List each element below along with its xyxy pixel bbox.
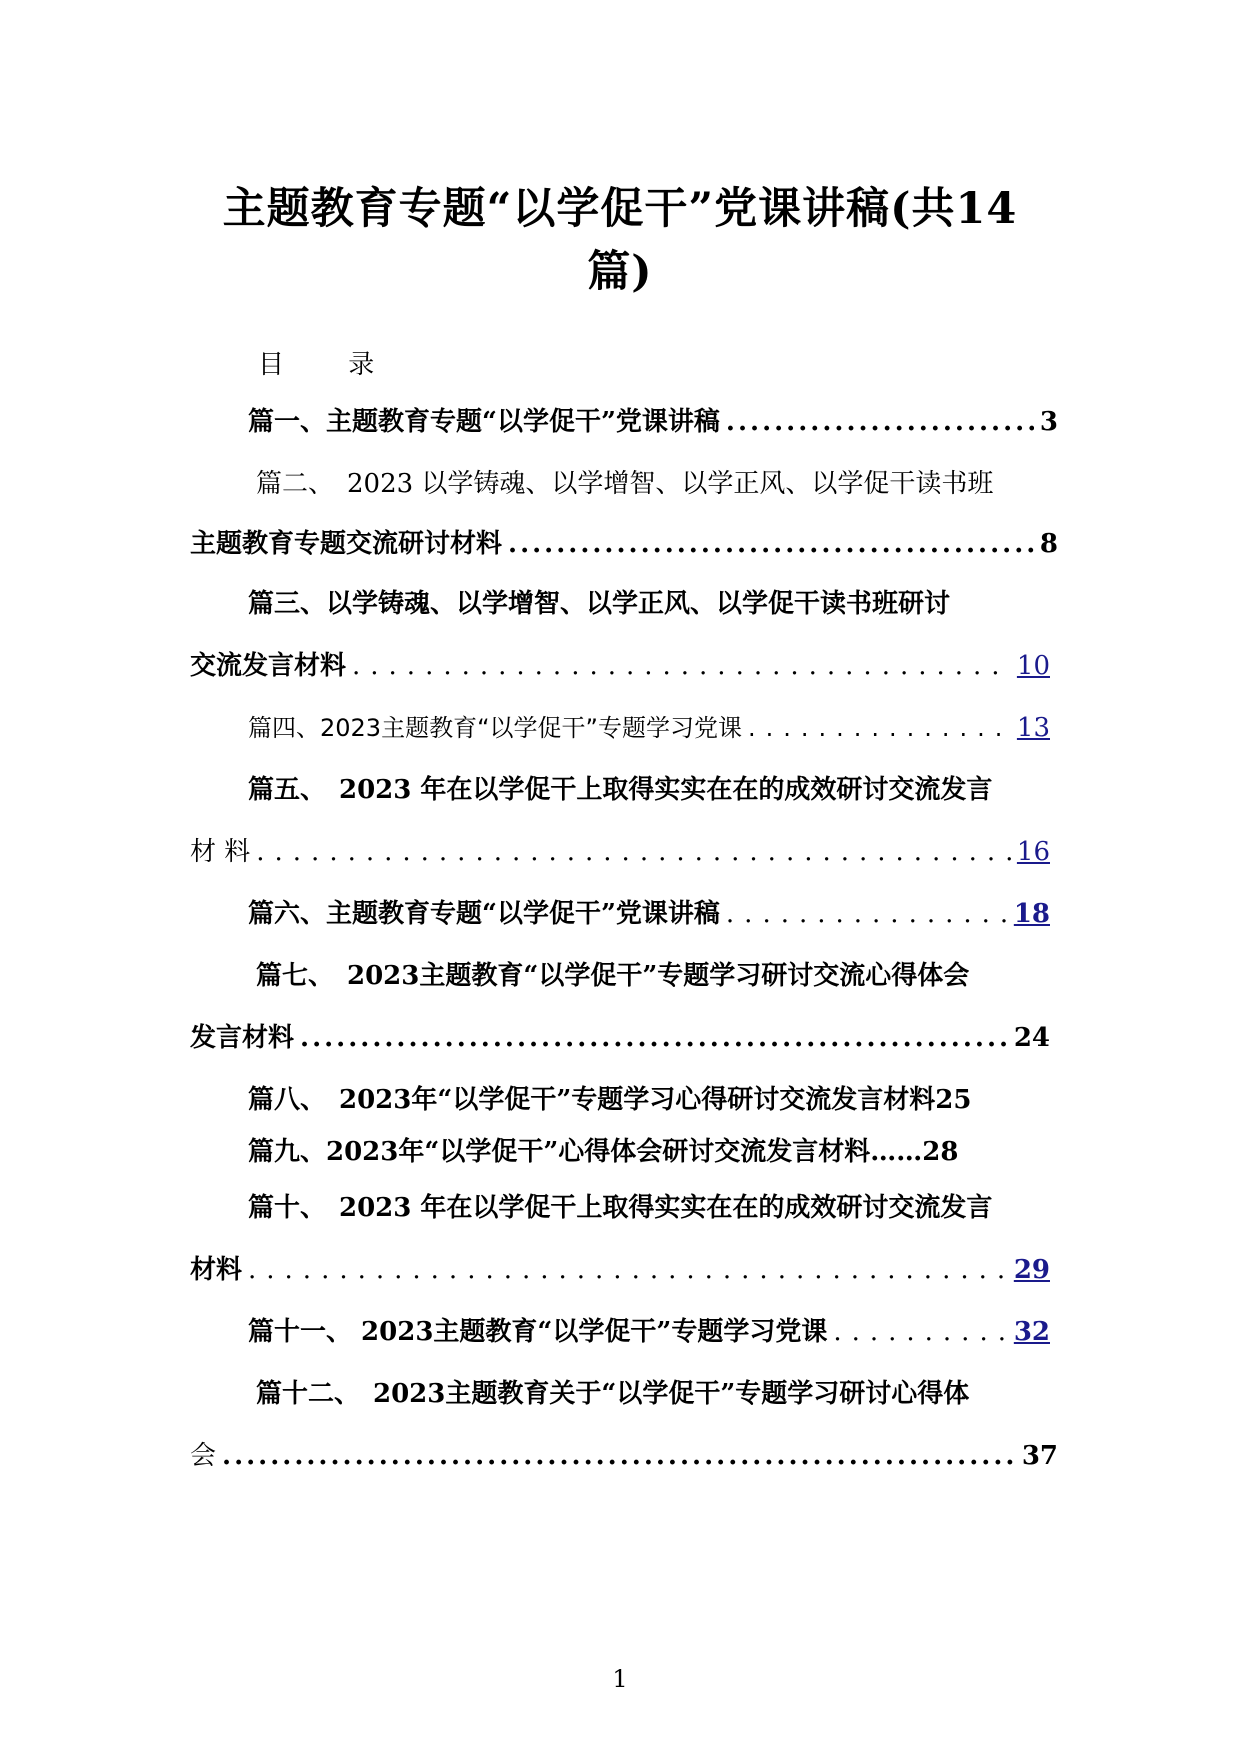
toc-page-number: 37	[1021, 1441, 1058, 1471]
toc-entry-4[interactable]	[248, 708, 1050, 748]
toc-page-number: 24	[1013, 1023, 1050, 1053]
toc-entry-text: 发言材料	[190, 1023, 295, 1053]
toc-entry-text: 篇五、 2023 年在以学促干上取得实实在在的成效研讨交流发言	[248, 775, 993, 805]
toc-entry-6[interactable]	[248, 894, 1050, 934]
toc-entry-3-cont[interactable]	[190, 646, 1050, 686]
toc-page-number: 3	[1039, 407, 1058, 437]
toc-page-link[interactable]: 10	[1016, 651, 1050, 681]
toc-entry-3[interactable]	[248, 584, 1068, 624]
toc-entry-2[interactable]	[256, 464, 1076, 504]
toc-leader	[508, 524, 1034, 564]
toc-heading: 目 录	[258, 350, 403, 380]
toc-leader	[300, 1018, 1008, 1058]
title-line-1: 主题教育专题“以学促干”党课讲稿(共14	[222, 184, 1018, 234]
title-line-2: 篇)	[587, 247, 653, 297]
document-title	[150, 178, 1090, 304]
toc-entry-5-cont[interactable]	[190, 832, 1050, 872]
toc-leader	[726, 402, 1034, 442]
toc-entry-text: 篇六、主题教育专题“以学促干”党课讲稿	[248, 899, 720, 929]
toc-page-link[interactable]: 16	[1016, 837, 1050, 867]
toc-entry-text: 篇七、 2023主题教育“以学促干”专题学习研讨交流心得体会	[256, 961, 970, 991]
toc-entry-text: 篇四、2023主题教育“以学促干”专题学习党课	[248, 714, 742, 742]
toc-entry-text: 篇二、 2023 以学铸魂、以学增智、以学正风、以学促干读书班	[256, 469, 994, 499]
toc-entry-text: 篇一、主题教育专题“以学促干”党课讲稿	[248, 407, 720, 437]
toc-leader	[352, 646, 1011, 686]
toc-page-link[interactable]: 13	[1016, 713, 1050, 743]
toc-entry-text: 篇十一、 2023主题教育“以学促干”专题学习党课	[248, 1317, 828, 1347]
toc-entry-text: 篇三、以学铸魂、以学增智、以学正风、以学促干读书班研讨	[248, 589, 951, 619]
toc-entry-5[interactable]	[248, 770, 1068, 810]
toc-entry-text: 会	[190, 1441, 217, 1471]
toc-leader	[748, 708, 1011, 748]
toc-entry-12-cont[interactable]	[190, 1436, 1058, 1476]
toc-page-link[interactable]: 29	[1013, 1255, 1050, 1285]
toc-page-number: 8	[1039, 529, 1058, 559]
toc-entry-text: 材 料	[190, 837, 251, 867]
toc-entry-7-cont[interactable]	[190, 1018, 1050, 1058]
toc-page-link[interactable]: 32	[1013, 1317, 1050, 1347]
toc-leader	[833, 1312, 1007, 1352]
page-number: 1	[612, 1665, 628, 1693]
toc-entry-9[interactable]	[248, 1132, 1088, 1172]
toc-entry-12[interactable]	[256, 1374, 1076, 1414]
toc-entry-text: 篇十二、 2023主题教育关于“以学促干”专题学习研讨心得体	[256, 1379, 970, 1409]
toc-entry-text: 篇八、 2023年“以学促干”专题学习心得研讨交流发言材料25	[248, 1085, 972, 1115]
toc-entry-text: 篇十、 2023 年在以学促干上取得实实在在的成效研讨交流发言	[248, 1193, 993, 1223]
toc-leader	[726, 894, 1008, 934]
toc-entry-1[interactable]	[248, 402, 1058, 442]
toc-leader	[222, 1436, 1016, 1476]
toc-entry-text: 材料	[190, 1255, 243, 1285]
toc-page-link[interactable]: 18	[1013, 899, 1050, 929]
toc-entry-8[interactable]	[248, 1080, 1088, 1120]
toc-entry-10-cont[interactable]	[190, 1250, 1050, 1290]
toc-entry-text: 篇九、2023年“以学促干”心得体会研讨交流发言材料……28	[248, 1137, 959, 1167]
toc-entry-11[interactable]	[248, 1312, 1050, 1352]
toc-leader	[256, 832, 1011, 872]
toc-entry-10[interactable]	[248, 1188, 1068, 1228]
toc-leader	[248, 1250, 1008, 1290]
toc-entry-text: 交流发言材料	[190, 651, 347, 681]
toc-entry-7[interactable]	[256, 956, 1076, 996]
toc-entry-2-cont[interactable]	[190, 524, 1058, 564]
toc-entry-text: 主题教育专题交流研讨材料	[190, 529, 503, 559]
